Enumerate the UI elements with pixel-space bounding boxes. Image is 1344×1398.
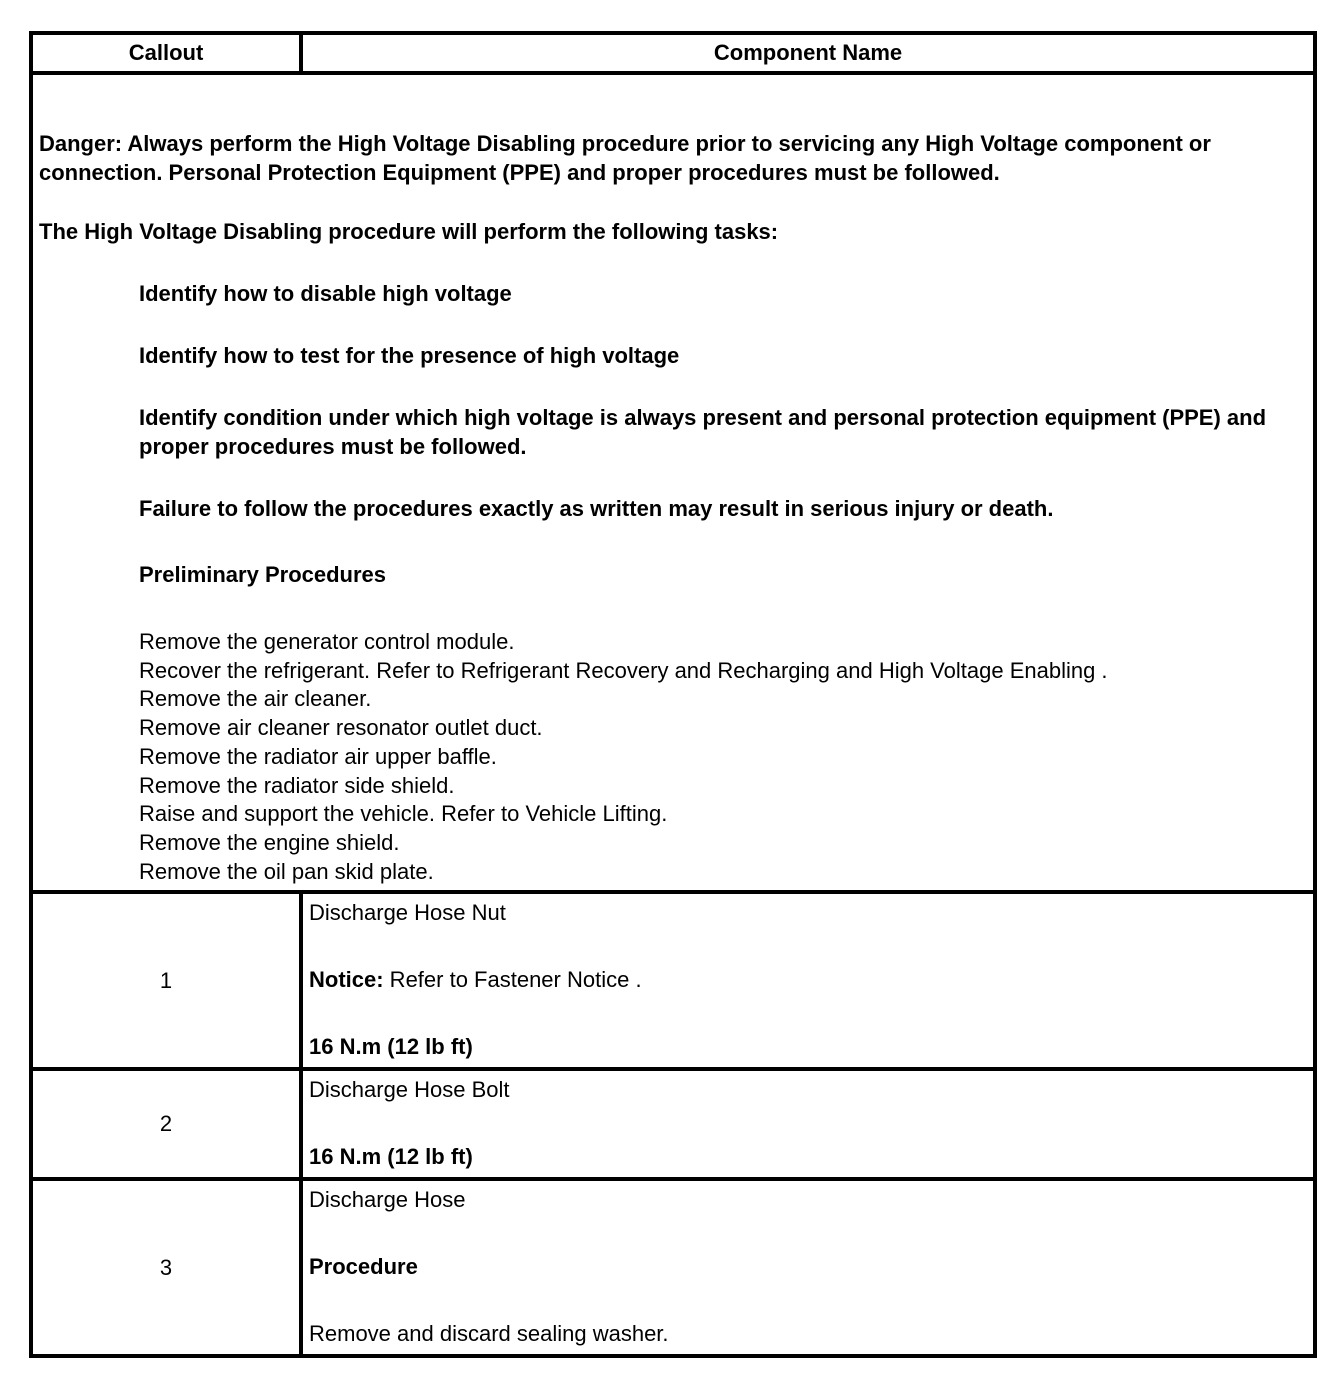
intro-row bbox=[31, 73, 1315, 892]
preliminary-step: Remove the air cleaner. bbox=[139, 686, 372, 712]
preliminary-step: Remove air cleaner resonator outlet duct. bbox=[139, 715, 543, 741]
header-row bbox=[31, 33, 1315, 73]
component-table bbox=[29, 31, 1317, 1358]
intro-cell bbox=[31, 73, 1315, 892]
notice-label: Notice: bbox=[309, 967, 384, 993]
callout-number: 2 bbox=[31, 1069, 301, 1179]
task-item: Identify how to test for the presence of high voltage bbox=[139, 343, 680, 368]
failure-warning: Failure to follow the procedures exactly as written may result in serious injury or death. bbox=[139, 496, 1054, 521]
notice-text: Refer to Fastener Notice . bbox=[383, 967, 642, 993]
callout-header: Callout bbox=[31, 33, 301, 73]
preliminary-steps-list bbox=[139, 628, 1307, 886]
component-cell bbox=[301, 892, 1315, 1069]
table-row bbox=[31, 892, 1315, 1069]
torque-spec: 16 N.m (12 lb ft) bbox=[309, 1034, 473, 1060]
preliminary-step: Remove the radiator side shield. bbox=[139, 772, 455, 798]
preliminary-step: Remove the oil pan skid plate. bbox=[139, 858, 434, 884]
callout-number: 1 bbox=[31, 892, 301, 1069]
component-name-header: Component Name bbox=[301, 33, 1315, 73]
preliminary-step: Remove the radiator air upper baffle. bbox=[139, 743, 497, 769]
tasks-lead: The High Voltage Disabling procedure will perform the following tasks: bbox=[39, 219, 779, 244]
procedure-document bbox=[29, 31, 1317, 1358]
danger-warning: Danger: Always perform the High Voltage Disabling procedure prior to servicing any High Voltage component or connection. Personal Protection Equipment (PPE) and proper procedures must be followed. bbox=[39, 131, 1211, 185]
procedure-text: Remove and discard sealing washer. bbox=[309, 1321, 669, 1347]
component-name: Discharge Hose bbox=[309, 1187, 466, 1213]
component-name: Discharge Hose Nut bbox=[309, 900, 506, 926]
task-item: Identify condition under which high voltage is always present and personal protection equipment (PPE) and proper procedures must be followed. bbox=[139, 405, 1267, 459]
preliminary-procedures-title: Preliminary Procedures bbox=[139, 562, 387, 587]
preliminary-step: Recover the refrigerant. Refer to Refrigerant Recovery and Recharging and High Voltage Enabling . bbox=[139, 657, 1108, 683]
callout-number: 3 bbox=[31, 1179, 301, 1356]
notice bbox=[309, 965, 1307, 994]
table-row bbox=[31, 1069, 1315, 1179]
preliminary-step: Remove the engine shield. bbox=[139, 829, 400, 855]
procedure-label: Procedure bbox=[309, 1254, 418, 1280]
table-row bbox=[31, 1179, 1315, 1356]
component-cell bbox=[301, 1069, 1315, 1179]
component-cell bbox=[301, 1179, 1315, 1356]
task-item: Identify how to disable high voltage bbox=[139, 281, 512, 306]
component-name: Discharge Hose Bolt bbox=[309, 1077, 510, 1103]
preliminary-step: Remove the generator control module. bbox=[139, 629, 515, 654]
preliminary-step: Raise and support the vehicle. Refer to Vehicle Lifting. bbox=[139, 801, 668, 827]
torque-spec: 16 N.m (12 lb ft) bbox=[309, 1144, 473, 1170]
